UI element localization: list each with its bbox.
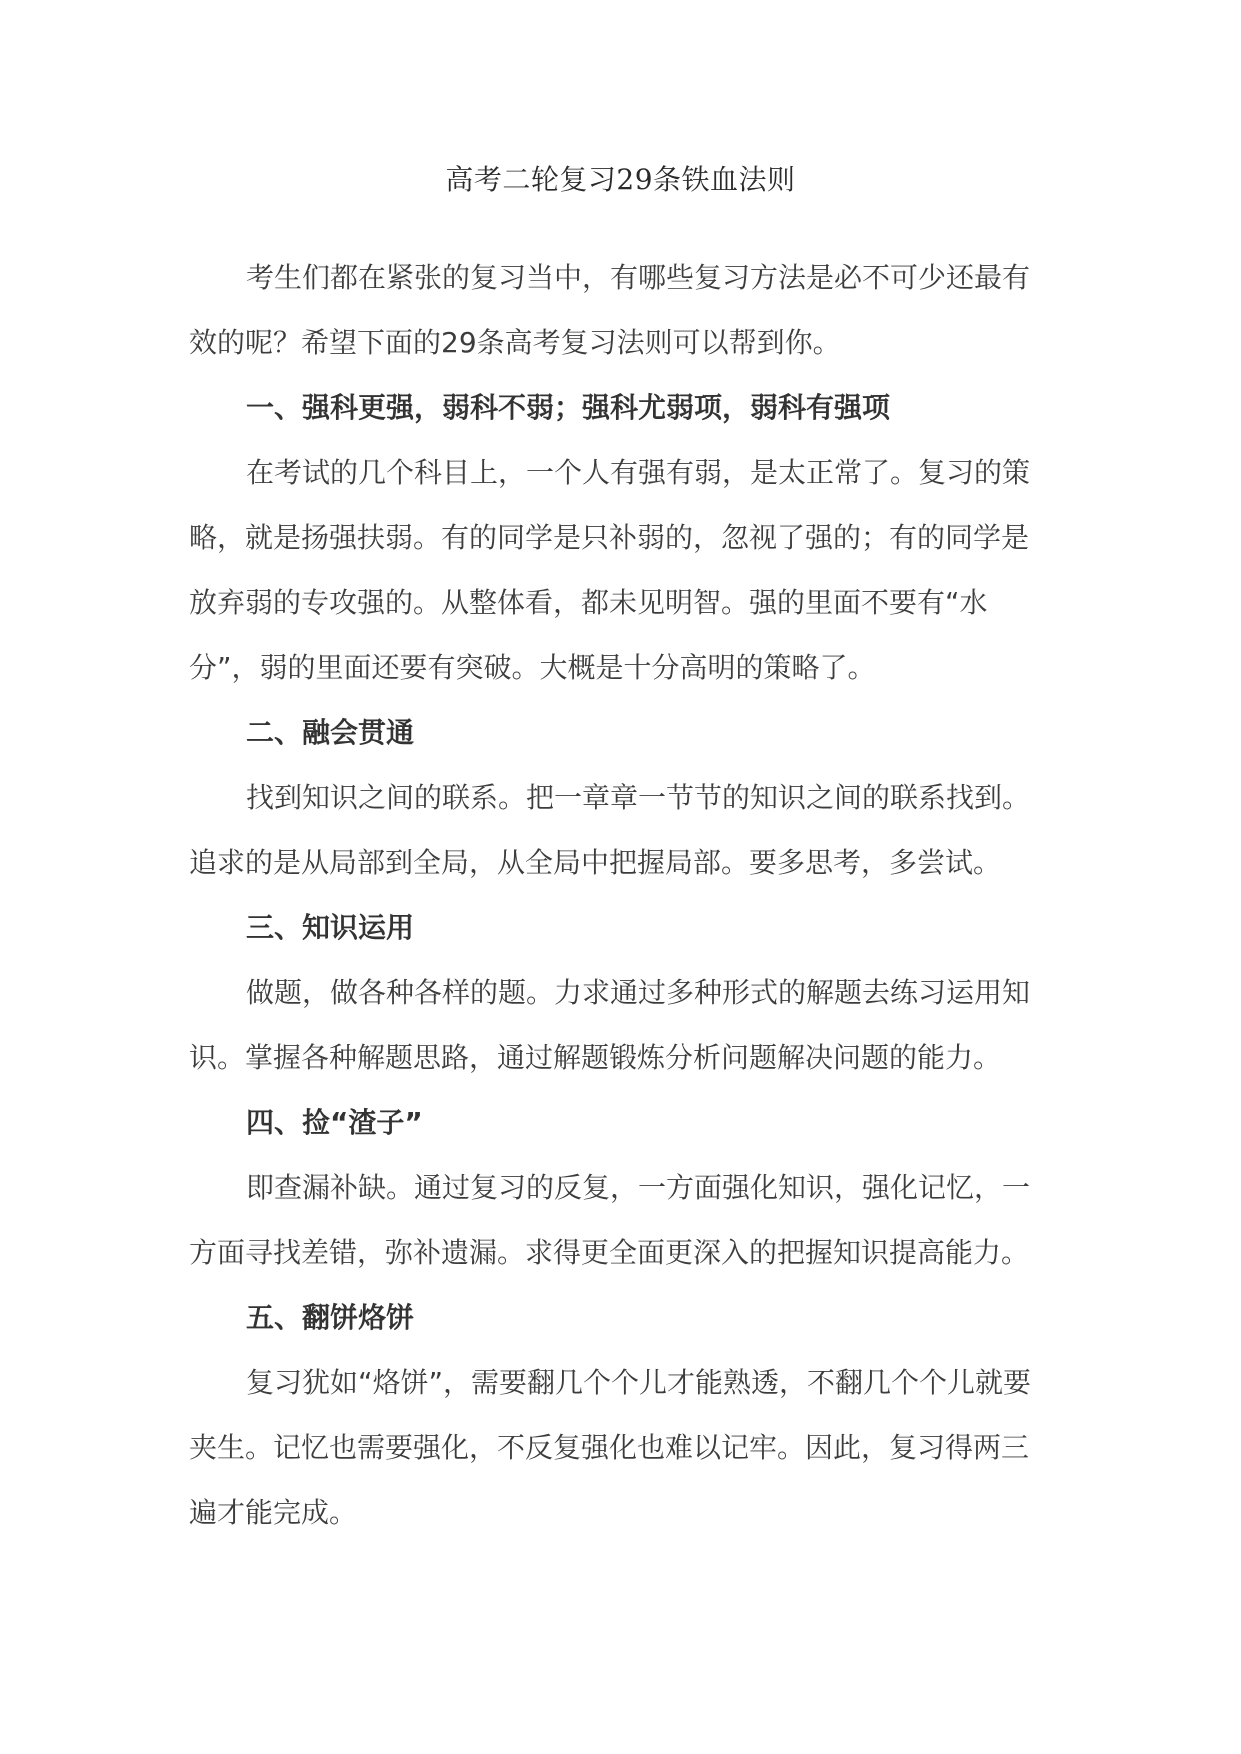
- paragraph-line: 考生们都在紧张的复习当中，有哪些复习方法是必不可少还最有: [246, 261, 1031, 294]
- paragraph-line: 找到知识之间的联系。把一章章一节节的知识之间的联系找到。: [246, 781, 1031, 814]
- paragraph-line: 效的呢？希望下面的29条高考复习法则可以帮到你。: [189, 326, 841, 359]
- paragraph-line: 追求的是从局部到全局，从全局中把握局部。要多思考，多尝试。: [189, 846, 1002, 879]
- paragraph-line: 略，就是扬强扶弱。有的同学是只补弱的，忽视了强的；有的同学是: [189, 521, 1030, 554]
- section-heading: 四、捡“渣子”: [246, 1106, 423, 1139]
- paragraph-line: 放弃弱的专攻强的。从整体看，都未见明智。强的里面不要有“水: [189, 586, 988, 619]
- section-heading: 五、翻饼烙饼: [246, 1301, 415, 1334]
- paragraph-line: 在考试的几个科目上，一个人有强有弱，是太正常了。复习的策: [246, 456, 1031, 489]
- paragraph-line: 夹生。记忆也需要强化，不反复强化也难以记牢。因此，复习得两三: [189, 1431, 1030, 1464]
- section-heading: 三、知识运用: [246, 911, 415, 944]
- paragraph-line: 识。掌握各种解题思路，通过解题锻炼分析问题解决问题的能力。: [189, 1041, 1002, 1074]
- document-title: 高考二轮复习29条铁血法则: [445, 163, 796, 196]
- paragraph-line: 分”，弱的里面还要有突破。大概是十分高明的策略了。: [189, 651, 876, 684]
- section-heading: 二、融会贯通: [246, 716, 415, 749]
- paragraph-line: 即查漏补缺。通过复习的反复，一方面强化知识，强化记忆，一: [246, 1171, 1031, 1204]
- paragraph-line: 复习犹如“烙饼”，需要翻几个个儿才能熟透，不翻几个个儿就要: [246, 1366, 1032, 1399]
- paragraph-line: 方面寻找差错，弥补遗漏。求得更全面更深入的把握知识提高能力。: [189, 1236, 1030, 1269]
- paragraph-line: 做题，做各种各样的题。力求通过多种形式的解题去练习运用知: [246, 976, 1031, 1009]
- section-heading: 一、强科更强，弱科不弱；强科尤弱项，弱科有强项: [246, 391, 891, 424]
- document-body: [189, 256, 1069, 1556]
- paragraph-line: 遍才能完成。: [189, 1496, 358, 1529]
